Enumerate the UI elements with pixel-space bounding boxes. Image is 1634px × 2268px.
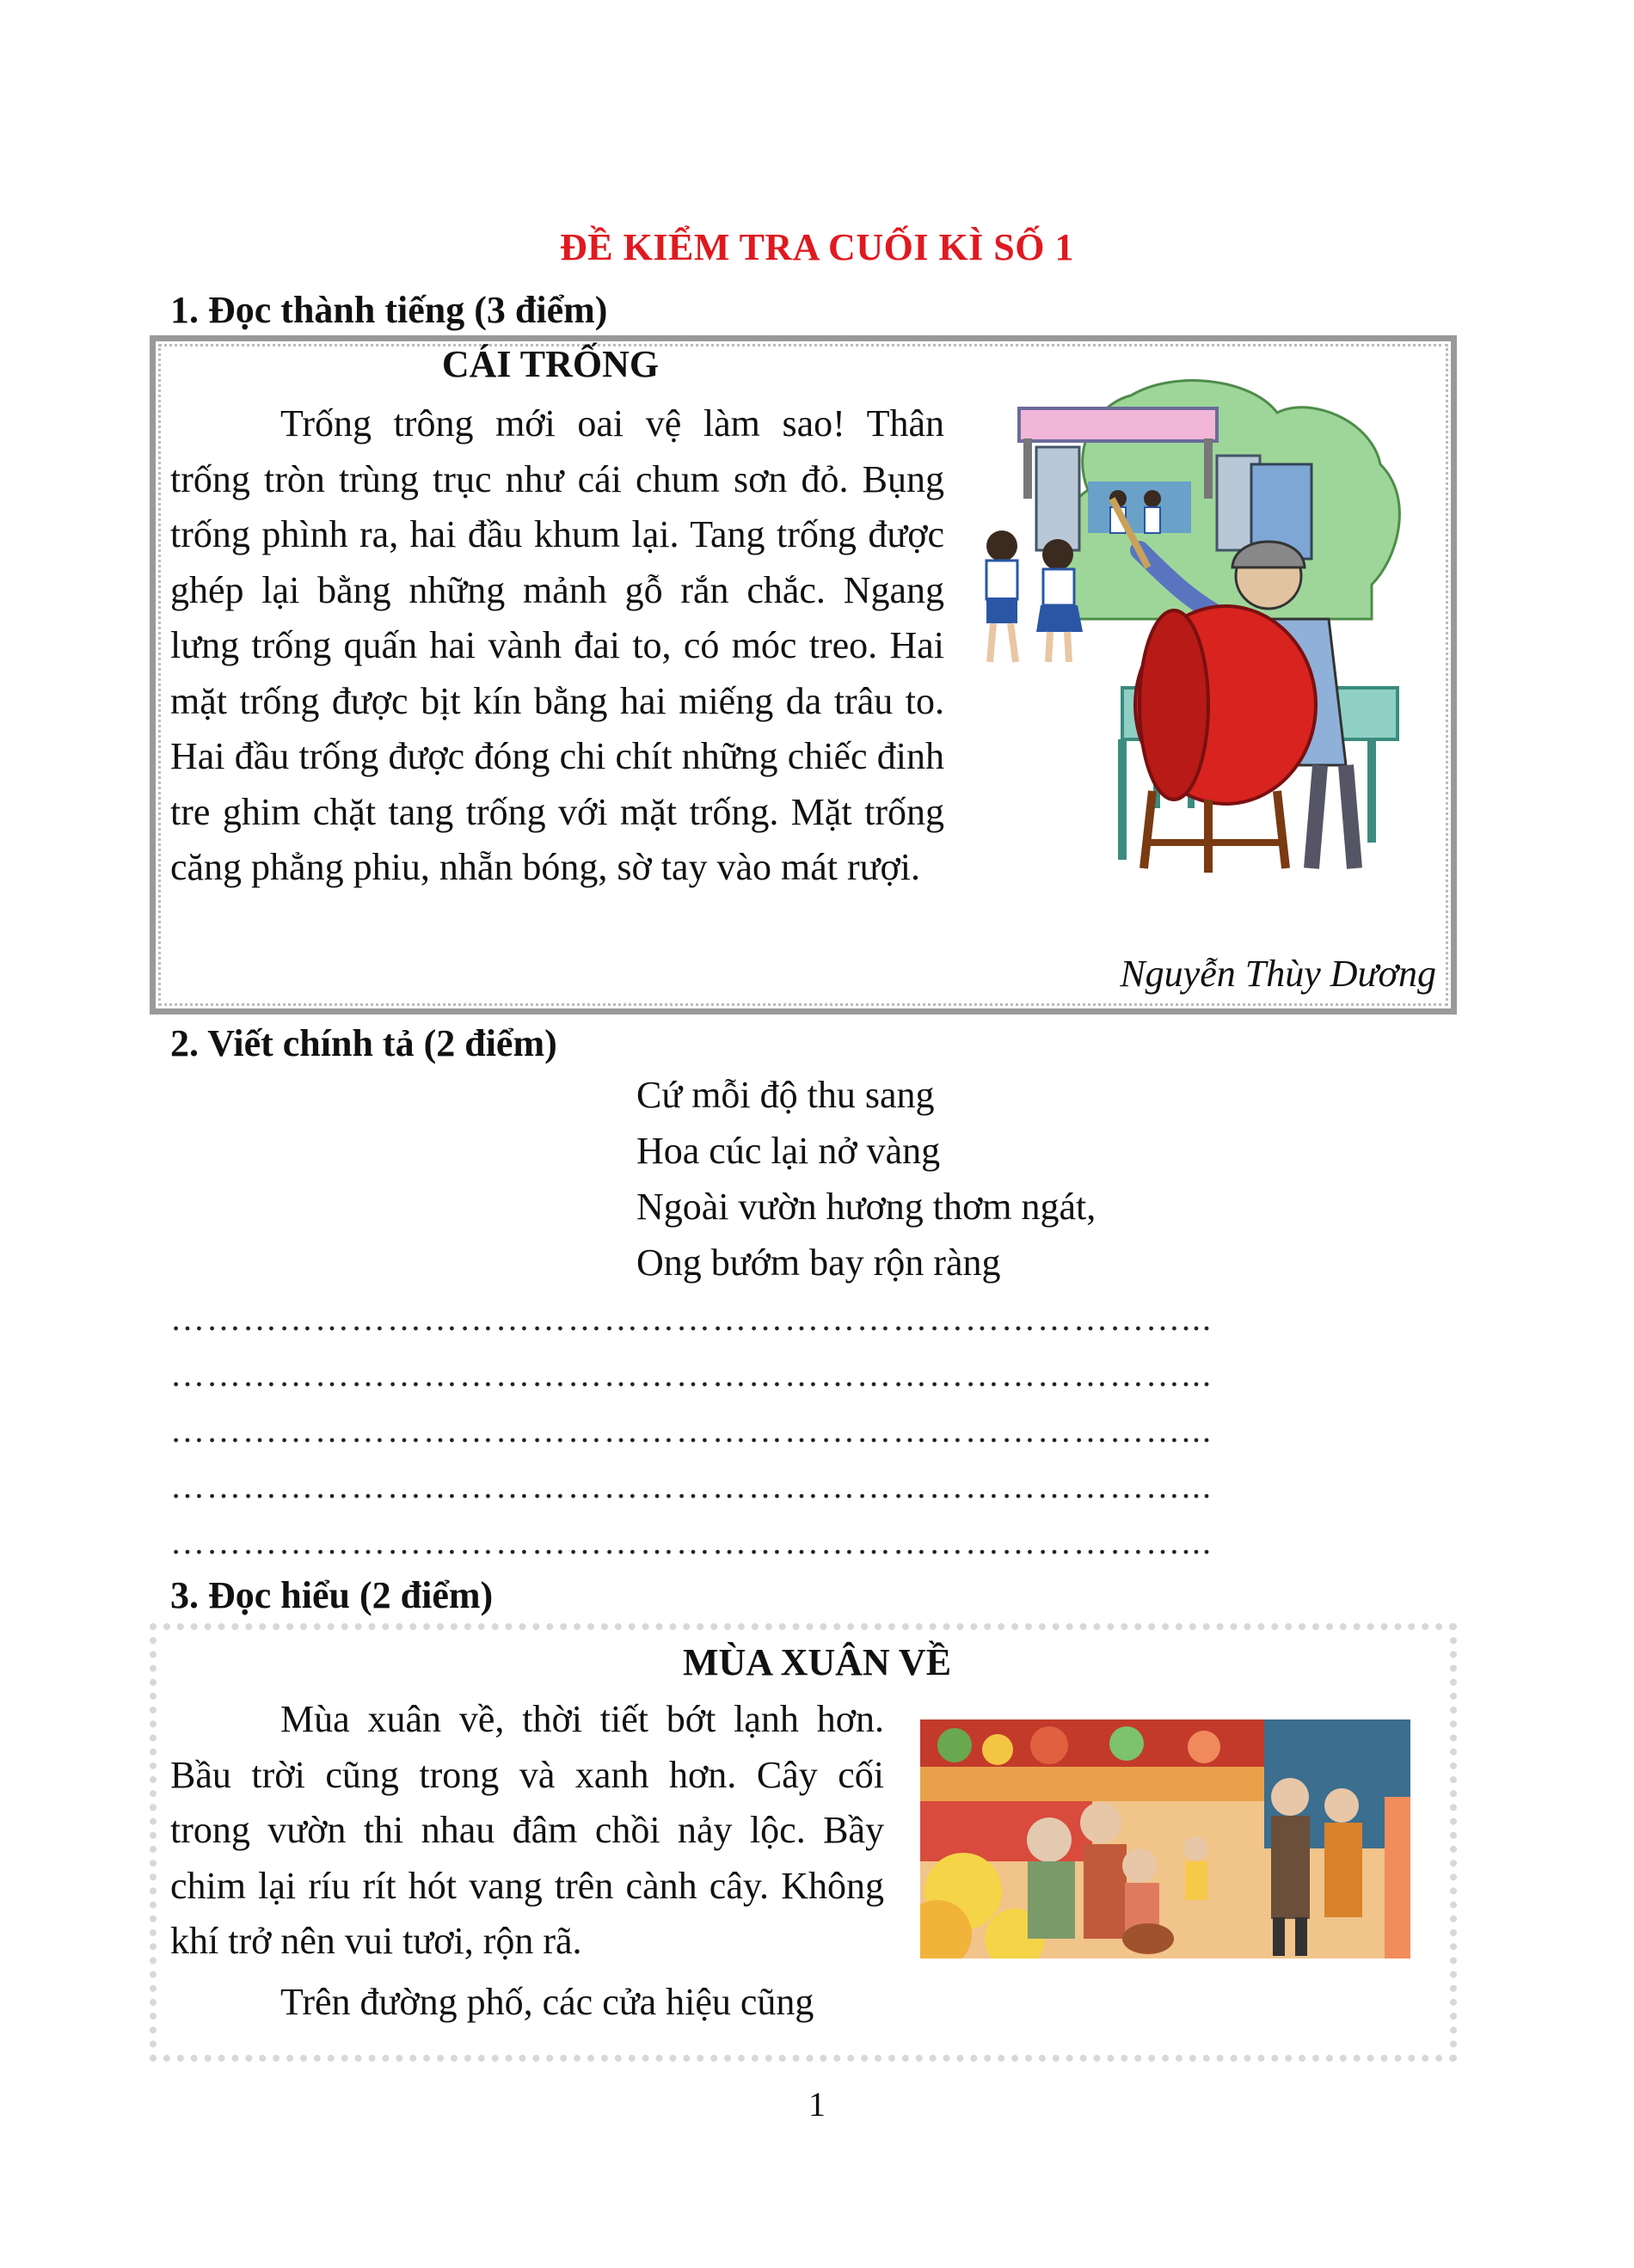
poem-line: Ngoài vườn hương thơm ngát, [636,1186,1096,1228]
passage1-text: Trống trông mới oai vệ làm sao! Thân trống tròn trùng trục như cái chum sơn đỏ. Bụng trống phình ra, hai đầu khum lại. Tang trống được ghép lại bằng những mảnh gỗ rắn chắc. Ngang lưng trống quấn hai vành đai to, có móc treo. Hai mặt trống được bịt kín bằng hai miếng da trâu to. Hai đầu trống được đóng chi chít những chiếc đinh tre ghim chặt tang trống với mặt trống. Mặt trống căng phẳng phiu, nhẵn bóng, sờ tay vào mát rượi. [170,402,944,888]
exam-title: ĐỀ KIỂM TRA CUỐI KÌ SỐ 1 [560,226,1074,268]
page-number: 1 [808,2085,826,2124]
answer-line[interactable]: …………………………………………………………………………... [170,1523,1213,1561]
poem-line: Ong bướm bay rộn ràng [636,1241,1001,1284]
section2-heading: 2. Viết chính tả (2 điểm) [170,1022,557,1064]
passage2-paragraph: Mùa xuân về, thời tiết bớt lạnh hơn. Bầu trời cũng trong và xanh hơn. Cây cối trong vườn thi nhau đâm chồi nảy lộc. Bầy chim lại ríu rít hót vang trên cành cây. Không khí trở nên vui tươi, rộn rã. [170,1698,884,1962]
passage1-title: CÁI TRỐNG [441,343,660,385]
spring-market-illustration [920,1719,1410,1958]
passage2-title: MÙA XUÂN VỀ [682,1641,952,1683]
section3-heading: 3. Đọc hiểu (2 điểm) [170,1574,494,1616]
drum-illustration [968,361,1423,877]
section1-heading: 1. Đọc thành tiếng (3 điểm) [170,289,608,331]
passage2-paragraph: Trên đường phố, các cửa hiệu cũng [280,1981,814,2023]
answer-line[interactable]: …………………………………………………………………………... [170,1299,1213,1338]
poem-line: Cứ mỗi độ thu sang [636,1074,935,1116]
passage1-author: Nguyễn Thùy Dương [1120,953,1436,995]
answer-line[interactable]: …………………………………………………………………………... [170,1467,1213,1505]
answer-line[interactable]: …………………………………………………………………………... [170,1411,1213,1450]
answer-line[interactable]: …………………………………………………………………………... [170,1355,1213,1394]
poem-line: Hoa cúc lại nở vàng [636,1130,941,1172]
